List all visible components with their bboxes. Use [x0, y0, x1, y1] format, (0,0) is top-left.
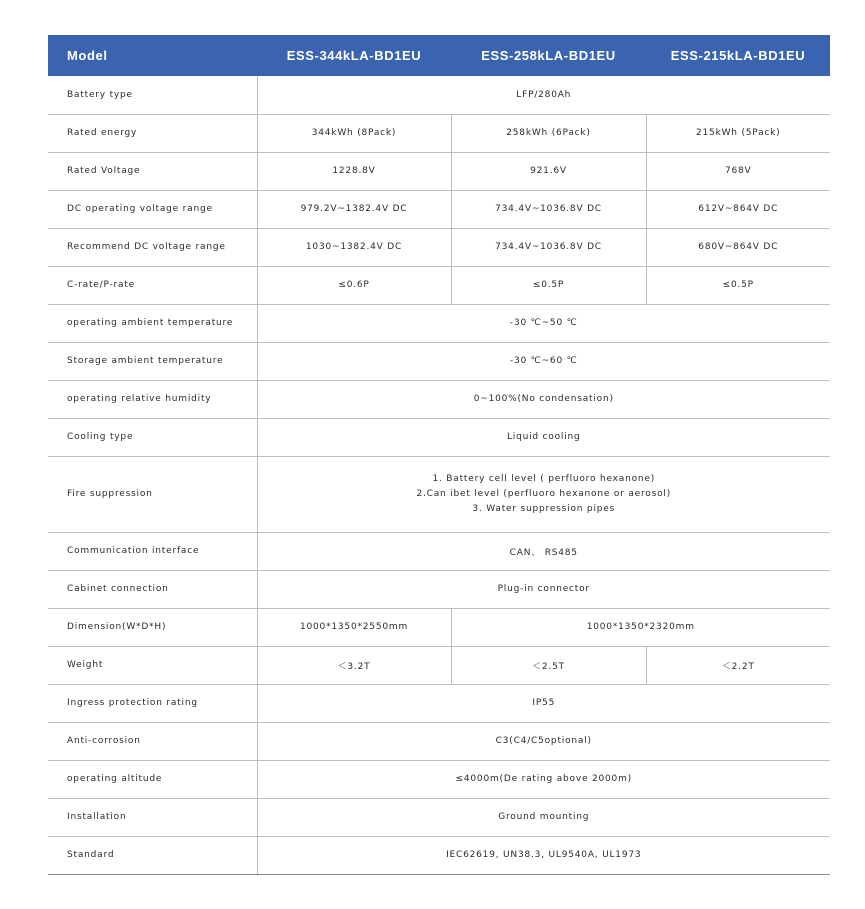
value-ess-215: 768V [646, 152, 830, 190]
model-header-label: Model [48, 35, 257, 76]
value-ess-344: ＜3.2T [257, 646, 451, 684]
value-ess-215: 215kWh (5Pack) [646, 114, 830, 152]
param-label: Ingress protection rating [48, 684, 257, 722]
value-ess-344: 344kWh (8Pack) [257, 114, 451, 152]
model-ess-215: ESS-215kLA-BD1EU [646, 35, 830, 76]
value-ess-344: ≤0.6P [257, 266, 451, 304]
row-recommend-dc-voltage [48, 228, 830, 266]
fire-suppression-line-2: 2.Can ibet level (perfluoro hexanone or aerosol) [416, 488, 672, 499]
value-all-models: LFP/280Ah [257, 76, 830, 114]
param-label: Recommend DC voltage range [48, 228, 257, 266]
row-battery-type [48, 76, 830, 114]
value-ess-258-215: 1000*1350*2320mm [451, 608, 830, 646]
value-ess-215: ≤0.5P [646, 266, 830, 304]
value-ess-344: 979.2V~1382.4V DC [257, 190, 451, 228]
value-ess-215: ＜2.2T [646, 646, 830, 684]
param-label: Communication interface [48, 532, 257, 570]
row-operating-temperature [48, 304, 830, 342]
value-ess-258: ＜2.5T [451, 646, 646, 684]
value-ess-258: 921.6V [451, 152, 646, 190]
value-all-models: Plug-in connector [257, 570, 830, 608]
param-label: Rated Voltage [48, 152, 257, 190]
row-dimension [48, 608, 830, 646]
value-ess-258: 734.4V~1036.8V DC [451, 228, 646, 266]
spec-table [48, 35, 830, 875]
row-c-rate [48, 266, 830, 304]
value-all-models: -30 ℃~60 ℃ [257, 342, 830, 380]
param-label: Weight [48, 646, 257, 684]
param-label: Cabinet connection [48, 570, 257, 608]
row-installation [48, 798, 830, 836]
row-anti-corrosion [48, 722, 830, 760]
value-all-models: C3(C4/C5optional) [257, 722, 830, 760]
value-ess-215: 612V~864V DC [646, 190, 830, 228]
row-rated-energy [48, 114, 830, 152]
row-fire-suppression [48, 456, 830, 532]
value-all-models: -30 ℃~50 ℃ [257, 304, 830, 342]
value-ess-344: 1228.8V [257, 152, 451, 190]
param-label: Standard [48, 836, 257, 874]
row-cooling-type [48, 418, 830, 456]
param-label: DC operating voltage range [48, 190, 257, 228]
value-all-models [257, 456, 830, 532]
row-rated-voltage [48, 152, 830, 190]
param-label: Dimension(W*D*H) [48, 608, 257, 646]
value-ess-258: 734.4V~1036.8V DC [451, 190, 646, 228]
param-label: Installation [48, 798, 257, 836]
param-label: Battery type [48, 76, 257, 114]
row-weight [48, 646, 830, 684]
row-cabinet-connection [48, 570, 830, 608]
value-all-models: ≤4000m(De rating above 2000m) [257, 760, 830, 798]
header-row [48, 35, 830, 76]
value-ess-344: 1030~1382.4V DC [257, 228, 451, 266]
param-label: Anti-corrosion [48, 722, 257, 760]
row-dc-operating-voltage [48, 190, 830, 228]
row-ingress-protection [48, 684, 830, 722]
row-storage-temperature [48, 342, 830, 380]
fire-suppression-line-1: 1. Battery cell level ( perfluoro hexanone) [432, 473, 656, 484]
value-all-models: CAN、 RS485 [257, 532, 830, 570]
row-standard [48, 836, 830, 874]
param-label: C-rate/P-rate [48, 266, 257, 304]
param-label: Fire suppression [48, 456, 257, 532]
value-all-models: IP55 [257, 684, 830, 722]
param-label: Storage ambient temperature [48, 342, 257, 380]
value-ess-258: ≤0.5P [451, 266, 646, 304]
value-ess-344: 1000*1350*2550mm [257, 608, 451, 646]
param-label: Cooling type [48, 418, 257, 456]
value-ess-215: 680V~864V DC [646, 228, 830, 266]
param-label: Rated energy [48, 114, 257, 152]
row-relative-humidity [48, 380, 830, 418]
row-operating-altitude [48, 760, 830, 798]
param-label: operating relative humidity [48, 380, 257, 418]
param-label: operating altitude [48, 760, 257, 798]
fire-suppression-line-3: 3. Water suppression pipes [472, 503, 616, 514]
model-ess-258: ESS-258kLA-BD1EU [451, 35, 646, 76]
value-all-models: Liquid cooling [257, 418, 830, 456]
value-ess-258: 258kWh (6Pack) [451, 114, 646, 152]
param-label: operating ambient temperature [48, 304, 257, 342]
value-all-models: IEC62619, UN38.3, UL9540A, UL1973 [257, 836, 830, 874]
value-all-models: 0~100%(No condensation) [257, 380, 830, 418]
value-all-models: Ground mounting [257, 798, 830, 836]
model-ess-344: ESS-344kLA-BD1EU [257, 35, 451, 76]
row-communication-interface [48, 532, 830, 570]
